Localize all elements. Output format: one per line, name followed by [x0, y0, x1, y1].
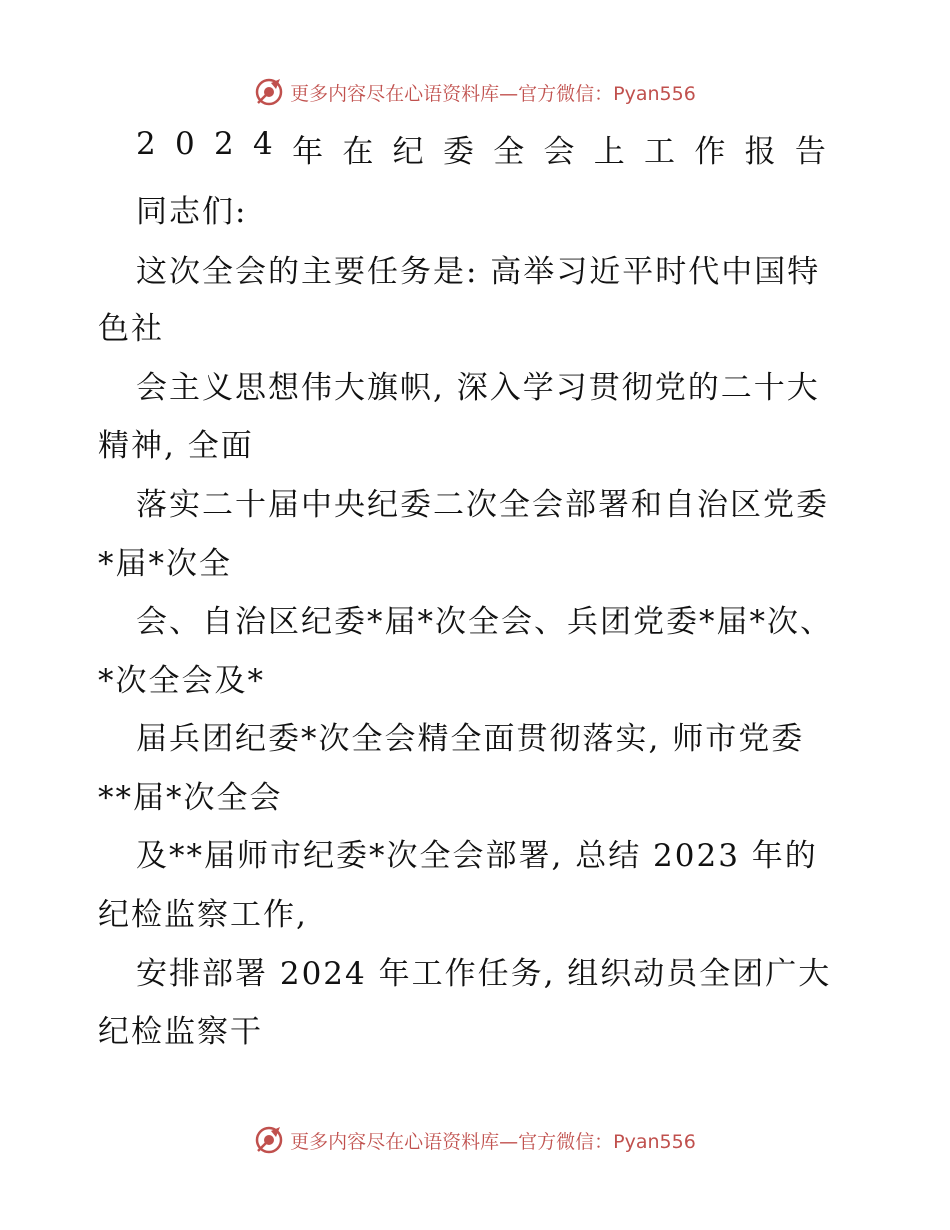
body-line: 这次全会的主要任务是: 高举习近平时代中国特 [136, 254, 821, 290]
title-char: 0 [175, 126, 195, 162]
body-line: 安排部署 2024 年工作任务, 组织动员全团广大 [136, 956, 832, 992]
quill-logo-icon [254, 77, 284, 107]
body-line: 届兵团纪委*次全会精全面贯彻落实, 师市党委 [136, 721, 805, 757]
title-char: 作 [694, 134, 726, 170]
title-char: 年 [292, 134, 324, 170]
title-char: 上 [593, 134, 625, 170]
body-line: 纪检监察工作, [98, 897, 308, 933]
title-char: 告 [794, 134, 826, 170]
body-line: *次全会及* [98, 663, 265, 699]
body-line: 纪检监察干 [98, 1014, 263, 1050]
title-char: 4 [253, 126, 273, 162]
body-line: 会、自治区纪委*届*次全会、兵团党委*届*次、 [136, 604, 833, 640]
footer-watermark [0, 1120, 950, 1160]
title-char: 纪 [392, 134, 424, 170]
quill-logo-icon [254, 1125, 284, 1155]
body-line: 落实二十届中央纪委二次全会部署和自治区党委 [136, 487, 829, 523]
title-char: 委 [442, 134, 474, 170]
body-line: 会主义思想伟大旗帜, 深入学习贯彻党的二十大 [136, 370, 820, 406]
document-title [136, 126, 826, 171]
title-char: 报 [744, 134, 776, 170]
watermark-text: 更多内容尽在心语资料库—官方微信：Pyan556 [290, 1130, 696, 1153]
title-char: 全 [493, 134, 525, 170]
header-watermark [0, 72, 950, 112]
body-line: *届*次全 [98, 546, 232, 582]
body-line: **届*次全会 [98, 780, 283, 816]
watermark-text: 更多内容尽在心语资料库—官方微信：Pyan556 [290, 82, 696, 105]
title-char: 2 [136, 126, 156, 162]
body-line: 同志们: [136, 194, 248, 230]
title-char: 2 [214, 126, 234, 162]
body-line: 及**届师市纪委*次全会部署, 总结 2023 年的 [136, 838, 818, 874]
title-char: 在 [342, 134, 374, 170]
body-line: 精神, 全面 [98, 428, 254, 464]
title-char: 会 [543, 134, 575, 170]
title-char: 工 [644, 134, 676, 170]
body-line: 色社 [98, 311, 164, 347]
